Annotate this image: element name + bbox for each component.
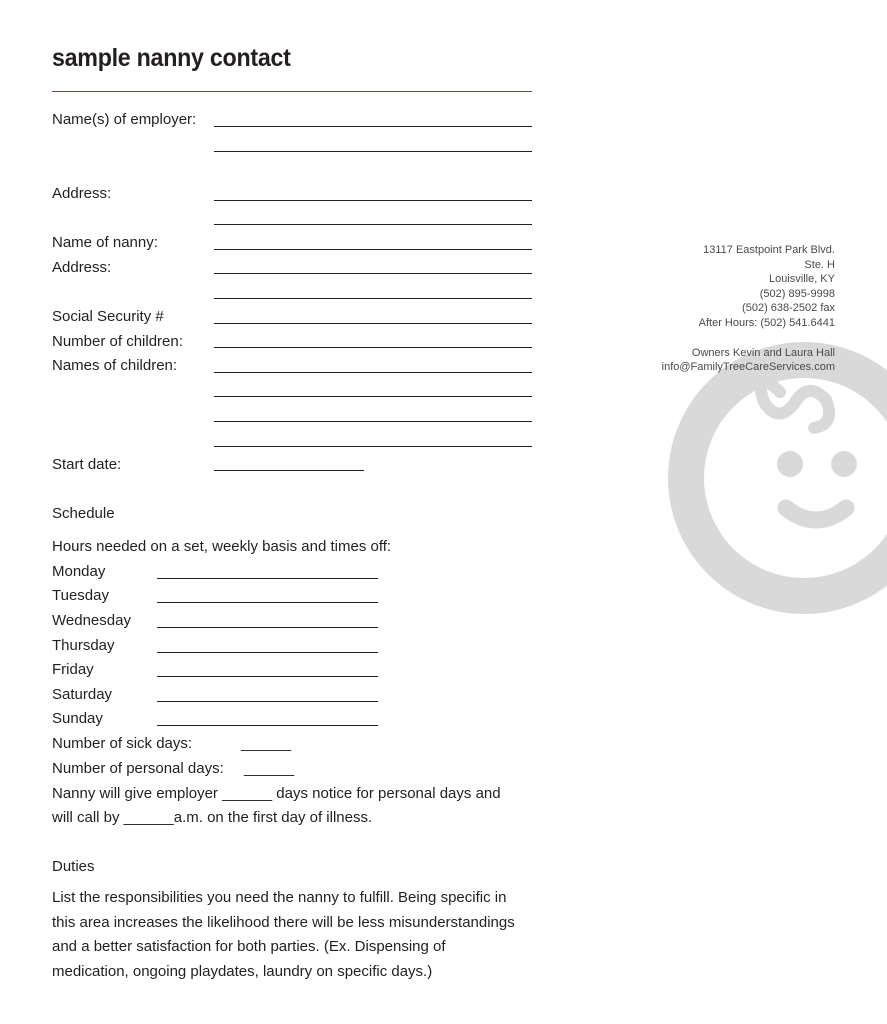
names-children-field-2[interactable] [214,396,532,397]
smiling-face-logo-icon [668,340,887,630]
duties-line: List the responsibilities you need the nanny to fulfill. Being specific in [52,889,507,906]
contact-email[interactable]: info@FamilyTreeCareServices.com [661,361,835,374]
contact-line: 13117 Eastpoint Park Blvd. [703,244,835,256]
ssn-field[interactable] [214,323,532,324]
contact-owners: Owners Kevin and Laura Hall [691,346,835,359]
nanny-address-label: Address: [52,259,112,276]
personal-days-field[interactable]: ______ [244,760,295,777]
duties-line: and a better satisfaction for both parties. (Ex. Dispensing of [52,938,446,956]
day-hours-sunday[interactable] [157,725,378,726]
day-hours-monday[interactable] [157,578,378,579]
day-label-saturday: Saturday [52,686,113,703]
day-hours-wednesday[interactable] [157,627,378,628]
nanny-name-field[interactable] [214,249,532,250]
day-label-monday: Monday [52,563,106,580]
address-label: Address: [52,185,112,202]
names-children-field-1[interactable] [214,372,532,373]
day-label-friday: Friday [52,661,94,678]
duties-line: this area increases the likelihood there will be less misunderstandings [52,913,515,931]
start-date-label: Start date: [52,456,122,473]
contact-fax: (502) 638-2502 fax [742,302,835,315]
schedule-intro: Hours needed on a set, weekly basis and times off: [52,538,392,555]
day-hours-thursday[interactable] [157,652,378,653]
contact-phone: (502) 895-9998 [759,287,835,300]
names-children-field-4[interactable] [214,446,532,447]
contact-line: Louisville, KY [768,273,835,286]
contact-block [662,243,835,375]
call-line: will call by ______a.m. on the first day of illness. [52,809,373,826]
start-date-field[interactable] [214,470,364,471]
nanny-address-field-1[interactable] [214,273,532,274]
day-label-thursday: Thursday [52,637,115,654]
page-title: sample nanny contact [52,44,291,72]
day-hours-friday[interactable] [157,676,378,677]
names-children-label: Names of children: [52,357,178,374]
address-field-2[interactable] [214,224,532,225]
day-hours-saturday[interactable] [157,701,378,702]
ssn-label: Social Security # [52,308,164,325]
employer-field-1[interactable] [214,126,532,127]
personal-days-label: Number of personal days: [52,760,224,777]
contact-after-hours: After Hours: (502) 541.6441 [698,316,835,329]
nanny-name-label: Name of nanny: [52,234,158,251]
schedule-heading: Schedule [52,505,115,522]
duties-heading: Duties [52,858,95,875]
num-children-label: Number of children: [52,333,183,350]
contact-line: Ste. H [804,258,835,271]
employer-field-2[interactable] [214,151,532,152]
title-divider [52,91,532,92]
sick-days-field[interactable]: ______ [241,735,292,752]
day-label-wednesday: Wednesday [52,612,131,629]
day-label-tuesday: Tuesday [52,587,109,604]
names-children-field-3[interactable] [214,421,532,422]
day-label-sunday: Sunday [52,710,103,727]
sick-days-label: Number of sick days: [52,735,193,752]
employer-label: Name(s) of employer: [52,111,197,128]
duties-line: medication, ongoing playdates, laundry on specific days.) [52,962,433,980]
duties-paragraph [52,886,552,984]
day-hours-tuesday[interactable] [157,602,378,603]
notice-line: Nanny will give employer ______ days notice for personal days and [52,785,501,802]
address-field-1[interactable] [214,200,532,201]
num-children-field[interactable] [214,347,532,348]
nanny-address-field-2[interactable] [214,298,532,299]
